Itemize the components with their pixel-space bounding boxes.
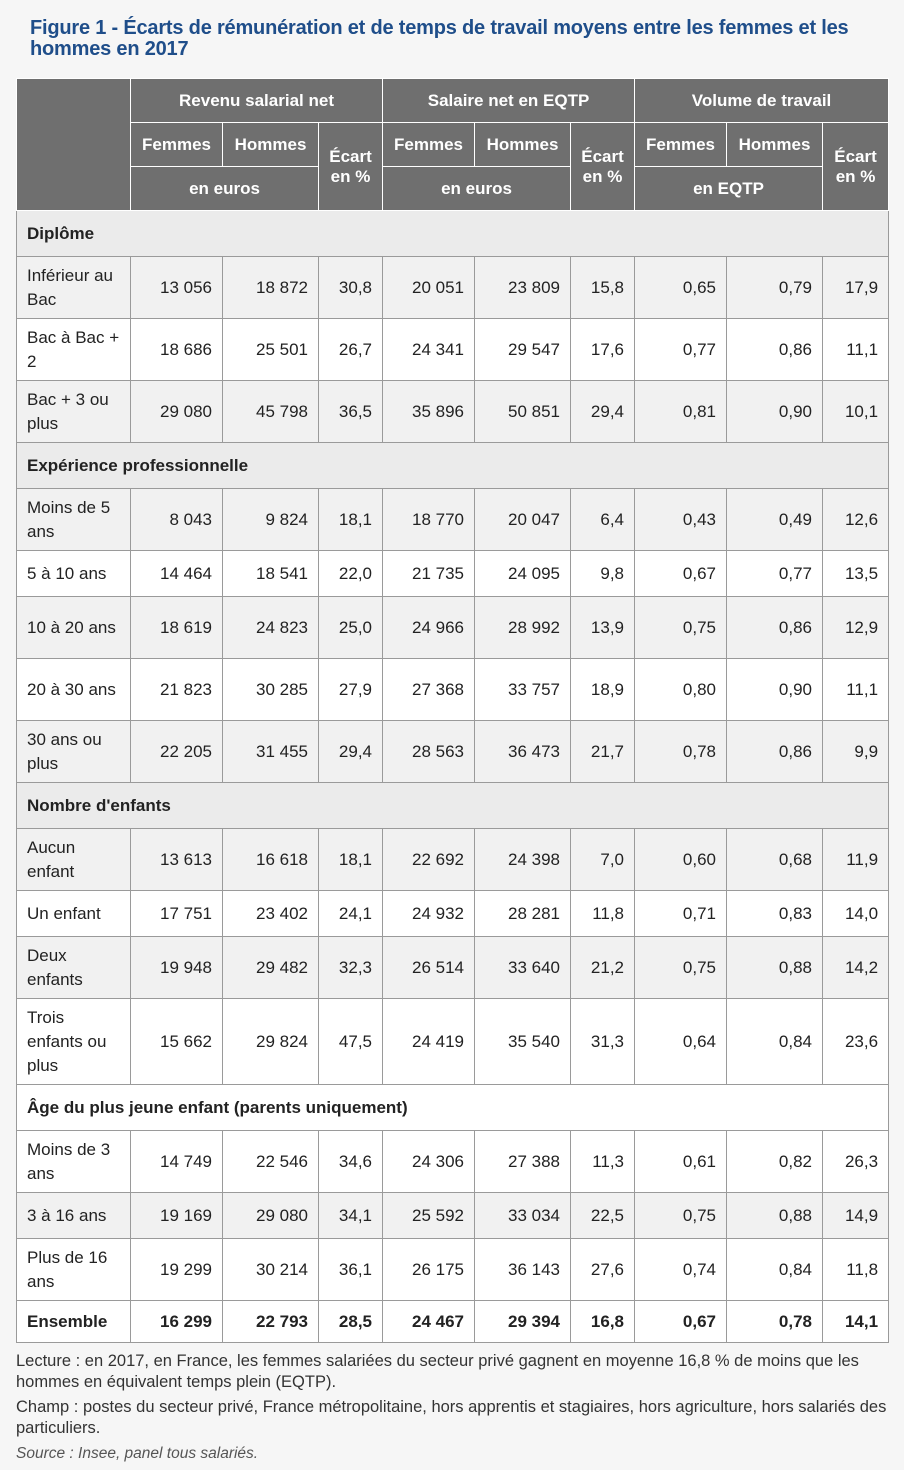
table-cell: 0,49	[727, 489, 823, 551]
table-cell: 15 662	[131, 999, 223, 1085]
table-cell: 21,2	[571, 937, 635, 999]
table-cell: 12,6	[823, 489, 889, 551]
table-cell: 29 547	[475, 319, 571, 381]
table-cell: 0,84	[727, 1239, 823, 1301]
table-row	[17, 489, 889, 551]
table-cell: 0,77	[727, 551, 823, 597]
row-label: 30 ans ou plus	[17, 721, 131, 783]
table-cell: 15,8	[571, 257, 635, 319]
header-hommes: Hommes	[475, 123, 571, 167]
table-cell: 29 080	[223, 1193, 319, 1239]
table-cell: 12,9	[823, 597, 889, 659]
row-label: Bac à Bac + 2	[17, 319, 131, 381]
table-cell: 0,64	[635, 999, 727, 1085]
section-row	[17, 211, 889, 257]
table-cell: 25 592	[383, 1193, 475, 1239]
table-cell: 0,86	[727, 597, 823, 659]
table-cell: 0,81	[635, 381, 727, 443]
table-cell: 29 824	[223, 999, 319, 1085]
section-title: Âge du plus jeune enfant (parents uniquement)	[17, 1085, 889, 1131]
table-cell: 18 686	[131, 319, 223, 381]
table-cell: 36 473	[475, 721, 571, 783]
table-cell: 18 541	[223, 551, 319, 597]
table-cell: 17 751	[131, 891, 223, 937]
table-cell: 24 823	[223, 597, 319, 659]
table-cell: 0,79	[727, 257, 823, 319]
table-cell: 10,1	[823, 381, 889, 443]
table-cell: 23 402	[223, 891, 319, 937]
table-cell: 23 809	[475, 257, 571, 319]
table-cell: 21,7	[571, 721, 635, 783]
table-cell: 45 798	[223, 381, 319, 443]
table-row	[17, 597, 889, 659]
table-cell: 0,60	[635, 829, 727, 891]
row-label: Trois enfants ou plus	[17, 999, 131, 1085]
row-label: 20 à 30 ans	[17, 659, 131, 721]
note-lecture: Lecture : en 2017, en France, les femmes salariées du secteur privé gagnent en moyenne 16,8 % de moins que les hommes en équivalent temps plein (EQTP).	[16, 1352, 859, 1391]
table-cell: 34,6	[319, 1131, 383, 1193]
table-row	[17, 659, 889, 721]
table-cell: 18 872	[223, 257, 319, 319]
table-cell: 28 281	[475, 891, 571, 937]
header-hommes: Hommes	[727, 123, 823, 167]
table-cell: 0,80	[635, 659, 727, 721]
table-cell: 17,9	[823, 257, 889, 319]
table-row	[17, 891, 889, 937]
note-source: Source : Insee, panel tous salariés.	[16, 1445, 259, 1462]
header-ecart: Écart en %	[319, 123, 383, 211]
table-cell: 0,68	[727, 829, 823, 891]
table-cell: 13 056	[131, 257, 223, 319]
table-cell: 0,83	[727, 891, 823, 937]
table-cell: 21 735	[383, 551, 475, 597]
table-cell: 29 482	[223, 937, 319, 999]
table-cell: 22 546	[223, 1131, 319, 1193]
table-cell: 0,75	[635, 1193, 727, 1239]
table-cell: 24,1	[319, 891, 383, 937]
table-cell: 11,1	[823, 659, 889, 721]
table-row	[17, 1193, 889, 1239]
row-label: Inférieur au Bac	[17, 257, 131, 319]
total-cell: 16 299	[131, 1301, 223, 1343]
table-cell: 29,4	[571, 381, 635, 443]
table-cell: 17,6	[571, 319, 635, 381]
table-row	[17, 999, 889, 1085]
total-cell: 14,1	[823, 1301, 889, 1343]
table-cell: 0,74	[635, 1239, 727, 1301]
table-cell: 18,9	[571, 659, 635, 721]
table-cell: 14,2	[823, 937, 889, 999]
table-cell: 9,9	[823, 721, 889, 783]
table-cell: 25 501	[223, 319, 319, 381]
table-cell: 0,86	[727, 721, 823, 783]
table-cell: 6,4	[571, 489, 635, 551]
table-cell: 7,0	[571, 829, 635, 891]
section-title: Expérience professionnelle	[17, 443, 889, 489]
row-label: 3 à 16 ans	[17, 1193, 131, 1239]
table-cell: 23,6	[823, 999, 889, 1085]
table-cell: 34,1	[319, 1193, 383, 1239]
table-cell: 27,6	[571, 1239, 635, 1301]
row-label: Un enfant	[17, 891, 131, 937]
table-cell: 33 757	[475, 659, 571, 721]
section-row	[17, 1085, 889, 1131]
table-cell: 0,82	[727, 1131, 823, 1193]
total-cell: 16,8	[571, 1301, 635, 1343]
total-row	[17, 1301, 889, 1343]
table-cell: 33 034	[475, 1193, 571, 1239]
table-cell: 0,78	[635, 721, 727, 783]
table-body	[17, 211, 889, 1343]
table-cell: 29 080	[131, 381, 223, 443]
header-hommes: Hommes	[223, 123, 319, 167]
table-cell: 14,9	[823, 1193, 889, 1239]
data-table	[16, 78, 889, 1343]
table-cell: 0,88	[727, 1193, 823, 1239]
table-cell: 16 618	[223, 829, 319, 891]
table-cell: 35 896	[383, 381, 475, 443]
header-corner	[17, 79, 131, 211]
table-cell: 19 299	[131, 1239, 223, 1301]
row-label: Moins de 3 ans	[17, 1131, 131, 1193]
header-ecart: Écart en %	[571, 123, 635, 211]
table-cell: 11,1	[823, 319, 889, 381]
total-cell: 28,5	[319, 1301, 383, 1343]
total-cell: 0,78	[727, 1301, 823, 1343]
header-unit: en euros	[131, 167, 319, 211]
table-cell: 11,8	[823, 1239, 889, 1301]
table-cell: 25,0	[319, 597, 383, 659]
table-cell: 0,90	[727, 659, 823, 721]
row-label: Deux enfants	[17, 937, 131, 999]
table-cell: 30,8	[319, 257, 383, 319]
table-row	[17, 381, 889, 443]
table-cell: 0,77	[635, 319, 727, 381]
table-row	[17, 319, 889, 381]
table-cell: 50 851	[475, 381, 571, 443]
row-label: 5 à 10 ans	[17, 551, 131, 597]
table-cell: 26,3	[823, 1131, 889, 1193]
table-cell: 0,86	[727, 319, 823, 381]
table-cell: 13,5	[823, 551, 889, 597]
table-cell: 14 749	[131, 1131, 223, 1193]
table-row	[17, 721, 889, 783]
table-cell: 27 368	[383, 659, 475, 721]
header-ecart: Écart en %	[823, 123, 889, 211]
section-title: Nombre d'enfants	[17, 783, 889, 829]
table-cell: 19 948	[131, 937, 223, 999]
table-cell: 11,9	[823, 829, 889, 891]
section-row	[17, 783, 889, 829]
table-cell: 8 043	[131, 489, 223, 551]
table-cell: 27,9	[319, 659, 383, 721]
note-champ: Champ : postes du secteur privé, France métropolitaine, hors apprentis et stagiaires, hors agriculture, hors salariés des particuliers.	[16, 1398, 887, 1437]
notes	[16, 1351, 888, 1464]
section-title: Diplôme	[17, 211, 889, 257]
header-group-volume: Volume de travail	[635, 79, 889, 123]
table-cell: 31,3	[571, 999, 635, 1085]
header-femmes: Femmes	[635, 123, 727, 167]
table-cell: 18,1	[319, 489, 383, 551]
table-cell: 28 992	[475, 597, 571, 659]
table-cell: 24 095	[475, 551, 571, 597]
table-cell: 0,75	[635, 597, 727, 659]
table-cell: 0,67	[635, 551, 727, 597]
table-cell: 22 692	[383, 829, 475, 891]
header-group-salaire: Salaire net en EQTP	[383, 79, 635, 123]
table-cell: 22,5	[571, 1193, 635, 1239]
total-cell: 24 467	[383, 1301, 475, 1343]
table-cell: 11,8	[571, 891, 635, 937]
table-cell: 36,1	[319, 1239, 383, 1301]
table-cell: 0,88	[727, 937, 823, 999]
table-cell: 22 205	[131, 721, 223, 783]
table-row	[17, 1131, 889, 1193]
table-cell: 24 966	[383, 597, 475, 659]
table-cell: 24 341	[383, 319, 475, 381]
header-femmes: Femmes	[383, 123, 475, 167]
row-label: Aucun enfant	[17, 829, 131, 891]
table-cell: 13 613	[131, 829, 223, 891]
row-label: 10 à 20 ans	[17, 597, 131, 659]
table-cell: 26 175	[383, 1239, 475, 1301]
table-cell: 22,0	[319, 551, 383, 597]
table-cell: 27 388	[475, 1131, 571, 1193]
table-cell: 14,0	[823, 891, 889, 937]
header-group-revenu: Revenu salarial net	[131, 79, 383, 123]
table-cell: 18 619	[131, 597, 223, 659]
table-cell: 32,3	[319, 937, 383, 999]
table-cell: 14 464	[131, 551, 223, 597]
table-cell: 28 563	[383, 721, 475, 783]
table-cell: 30 285	[223, 659, 319, 721]
table-row	[17, 1239, 889, 1301]
table-cell: 9,8	[571, 551, 635, 597]
table-cell: 20 047	[475, 489, 571, 551]
table-cell: 36,5	[319, 381, 383, 443]
table-row	[17, 829, 889, 891]
table-header	[17, 79, 889, 211]
table-cell: 11,3	[571, 1131, 635, 1193]
table-cell: 24 398	[475, 829, 571, 891]
table-row	[17, 937, 889, 999]
table-cell: 24 419	[383, 999, 475, 1085]
table-row	[17, 257, 889, 319]
table-cell: 33 640	[475, 937, 571, 999]
header-unit: en EQTP	[635, 167, 823, 211]
section-row	[17, 443, 889, 489]
figure-title: Figure 1 - Écarts de rémunération et de temps de travail moyens entre les femmes et les hommes en 2017	[30, 17, 849, 60]
total-label: Ensemble	[17, 1301, 131, 1343]
table-cell: 13,9	[571, 597, 635, 659]
row-label: Plus de 16 ans	[17, 1239, 131, 1301]
table-cell: 30 214	[223, 1239, 319, 1301]
table-cell: 26 514	[383, 937, 475, 999]
table-cell: 31 455	[223, 721, 319, 783]
header-unit: en euros	[383, 167, 571, 211]
header-femmes: Femmes	[131, 123, 223, 167]
table-cell: 18,1	[319, 829, 383, 891]
total-cell: 0,67	[635, 1301, 727, 1343]
table-cell: 35 540	[475, 999, 571, 1085]
table-cell: 0,75	[635, 937, 727, 999]
table-cell: 19 169	[131, 1193, 223, 1239]
table-row	[17, 551, 889, 597]
table-cell: 29,4	[319, 721, 383, 783]
table-cell: 21 823	[131, 659, 223, 721]
row-label: Bac + 3 ou plus	[17, 381, 131, 443]
table-cell: 0,84	[727, 999, 823, 1085]
table-cell: 9 824	[223, 489, 319, 551]
table-cell: 20 051	[383, 257, 475, 319]
table-cell: 0,43	[635, 489, 727, 551]
table-cell: 26,7	[319, 319, 383, 381]
table-cell: 24 932	[383, 891, 475, 937]
total-cell: 29 394	[475, 1301, 571, 1343]
total-cell: 22 793	[223, 1301, 319, 1343]
table-cell: 36 143	[475, 1239, 571, 1301]
table-cell: 0,65	[635, 257, 727, 319]
table-cell: 47,5	[319, 999, 383, 1085]
table-cell: 0,71	[635, 891, 727, 937]
table-cell: 0,61	[635, 1131, 727, 1193]
row-label: Moins de 5 ans	[17, 489, 131, 551]
table-cell: 24 306	[383, 1131, 475, 1193]
table-cell: 18 770	[383, 489, 475, 551]
table-cell: 0,90	[727, 381, 823, 443]
